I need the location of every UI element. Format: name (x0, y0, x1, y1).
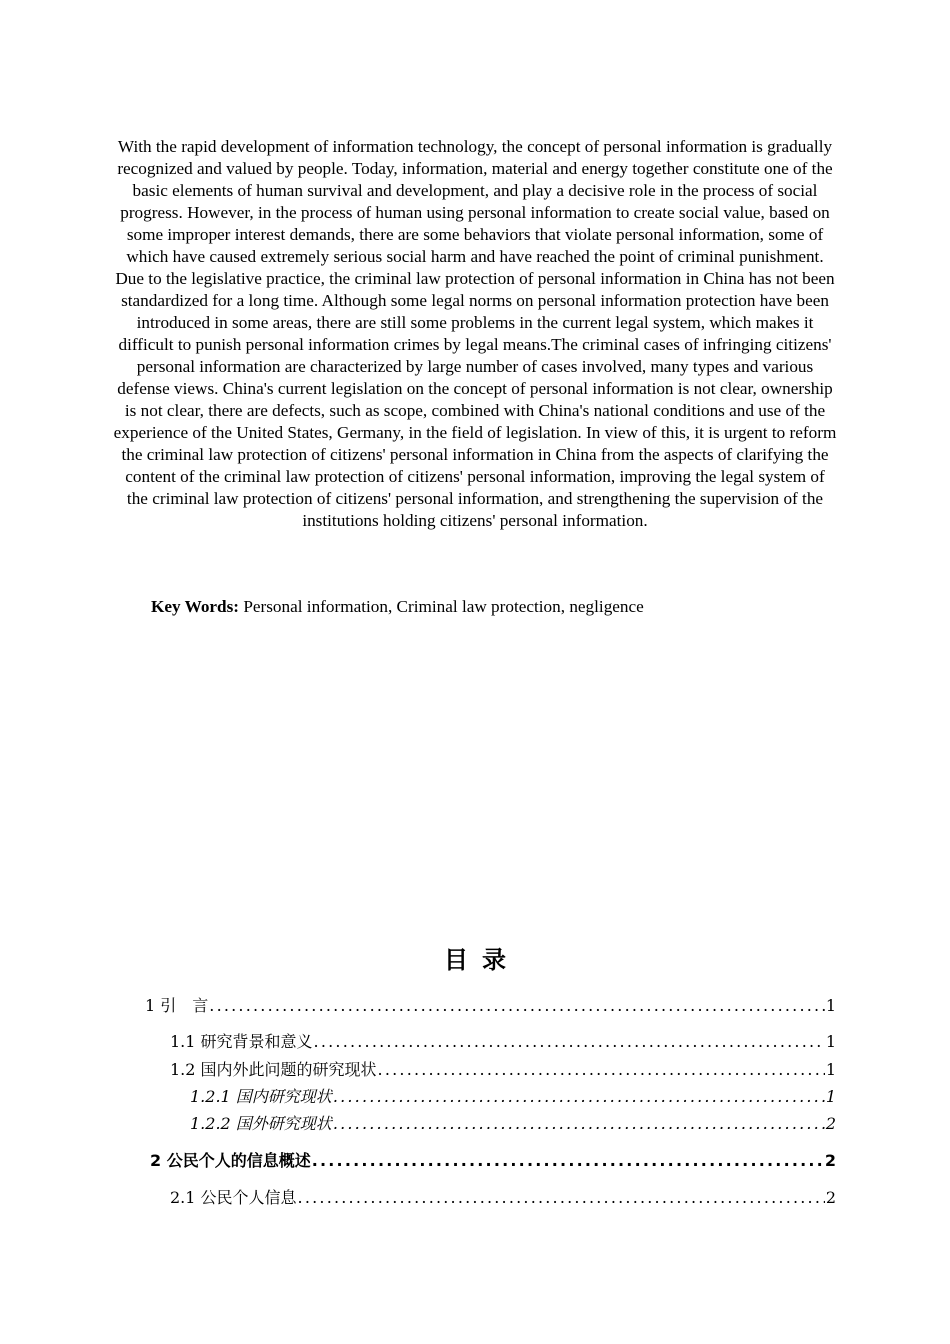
toc-entry-foreign-research[interactable] (190, 1113, 836, 1135)
toc-leader-dots (378, 1059, 825, 1081)
toc-leader-dots (314, 1031, 825, 1053)
toc-leader-dots (209, 995, 825, 1017)
toc-page-number: 1 (825, 996, 836, 1015)
toc-page-number: 2 (825, 1114, 836, 1133)
toc-entry-label: 1.2.1 国内研究现状 (190, 1087, 332, 1106)
keywords-line (151, 596, 644, 618)
toc-page-number: 2 (825, 1188, 836, 1207)
toc-entry-domestic-research[interactable] (190, 1086, 836, 1108)
toc-leader-dots (298, 1187, 825, 1209)
abstract-text: With the rapid development of information technology, the concept of personal information is gradually recognized and valued by people. Today, information, material and energy together constitute one of the basic elements of human survival and development, and play a decisive role in the process of social progress. However, in the process of human using personal information to create social value, based on some improper interest demands, there are some behaviors that violate personal information, some of which have caused extremely serious social harm and have reached the point of criminal punishment. Due to the legislative practice, the criminal law protection of personal information in China has not been standardized for a long time. Although some legal norms on personal information protection have been introduced in some areas, there are still some problems in the current legal system, which makes it difficult to punish personal information crimes by legal means.The criminal cases of infringing citizens' personal information are characterized by large number of cases involved, many types and various defense views. China's current legislation on the concept of personal information is not clear, ownership is not clear, there are defects, such as scope, combined with China's national conditions and use of the experience of the United States, Germany, in the field of legislation. In view of this, it is urgent to reform the criminal law protection of citizens' personal information in China from the aspects of clarifying the content of the criminal law protection of citizens' personal information, improving the legal system of the criminal law protection of citizens' personal information, and strengthening the supervision of the institutions holding citizens' personal information. (113, 137, 837, 530)
toc-entry-label: 1.1 研究背景和意义 (170, 1032, 313, 1051)
toc-entry-label: 2 公民个人的信息概述 (150, 1151, 311, 1170)
toc-entry-citizen-personal-info[interactable] (170, 1187, 836, 1209)
toc-entry-label: 1.2 国内外此问题的研究现状 (170, 1060, 377, 1079)
toc-entry-label: 2.1 公民个人信息 (170, 1188, 297, 1207)
toc-title: 目录 (444, 946, 520, 974)
toc-entry-personal-info-overview[interactable] (150, 1150, 836, 1172)
keywords-value: Personal information, Criminal law protection, negligence (239, 597, 644, 616)
toc-entry-label: 1.2.2 国外研究现状 (190, 1114, 332, 1133)
toc-leader-dots (312, 1150, 824, 1172)
toc-entry-research-status[interactable] (170, 1059, 836, 1081)
toc-entry-label: 1 引 言 (145, 996, 209, 1015)
toc-page-number: 1 (825, 1060, 836, 1079)
toc-page-number: 1 (825, 1032, 836, 1051)
keywords-label: Key Words: (151, 597, 240, 616)
toc-entry-introduction[interactable] (145, 995, 836, 1017)
toc-page-number: 1 (825, 1087, 836, 1106)
toc-leader-dots (333, 1086, 825, 1108)
toc-entry-research-background[interactable] (170, 1031, 836, 1053)
toc-leader-dots (333, 1113, 825, 1135)
toc-page-number: 2 (824, 1151, 836, 1170)
